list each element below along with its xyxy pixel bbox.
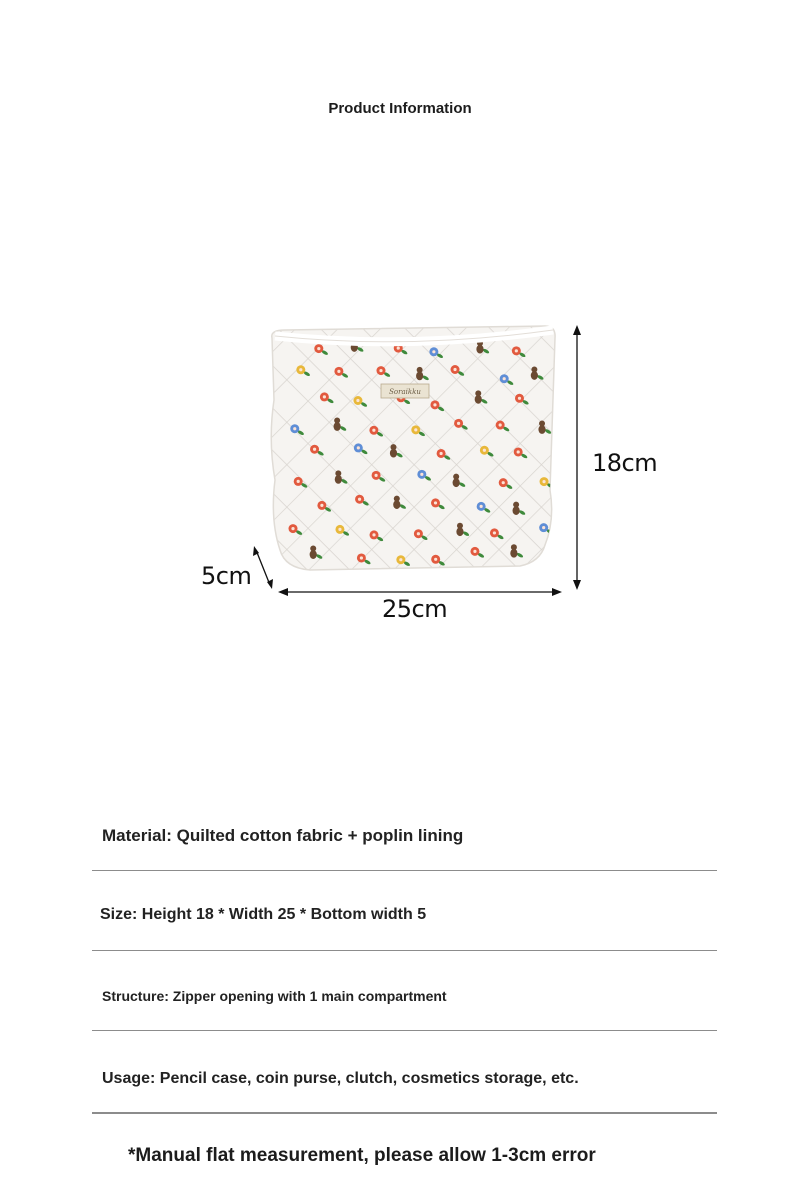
- spec-row-structure: [92, 951, 717, 1031]
- height-label: 18cm: [592, 449, 658, 477]
- width-label: 25cm: [382, 595, 448, 623]
- spec-row-material: [92, 791, 717, 871]
- height-arrow: [573, 325, 581, 590]
- spec-structure-text: Structure: Zipper opening with 1 main compartment: [102, 988, 447, 1004]
- product-figure: [0, 300, 800, 630]
- spec-material-text: Material: Quilted cotton fabric + poplin lining: [102, 826, 464, 845]
- spec-row-usage: [92, 1033, 717, 1114]
- pouch-body: [271, 326, 555, 570]
- measurement-note: *Manual flat measurement, please allow 1-3cm error: [128, 1145, 596, 1166]
- brand-tag-text: Soraikku: [389, 388, 421, 396]
- page-title: Product Information: [328, 100, 472, 117]
- spec-row-size: [92, 871, 717, 951]
- product-illustration: [0, 300, 800, 630]
- spec-usage-text: Usage: Pencil case, coin purse, clutch, cosmetics storage, etc.: [102, 1070, 579, 1087]
- spec-size-text: Size: Height 18 * Width 25 * Bottom width 5: [100, 906, 427, 923]
- bottom-arrow: [253, 546, 273, 589]
- bottom-width-label: 5cm: [201, 562, 252, 590]
